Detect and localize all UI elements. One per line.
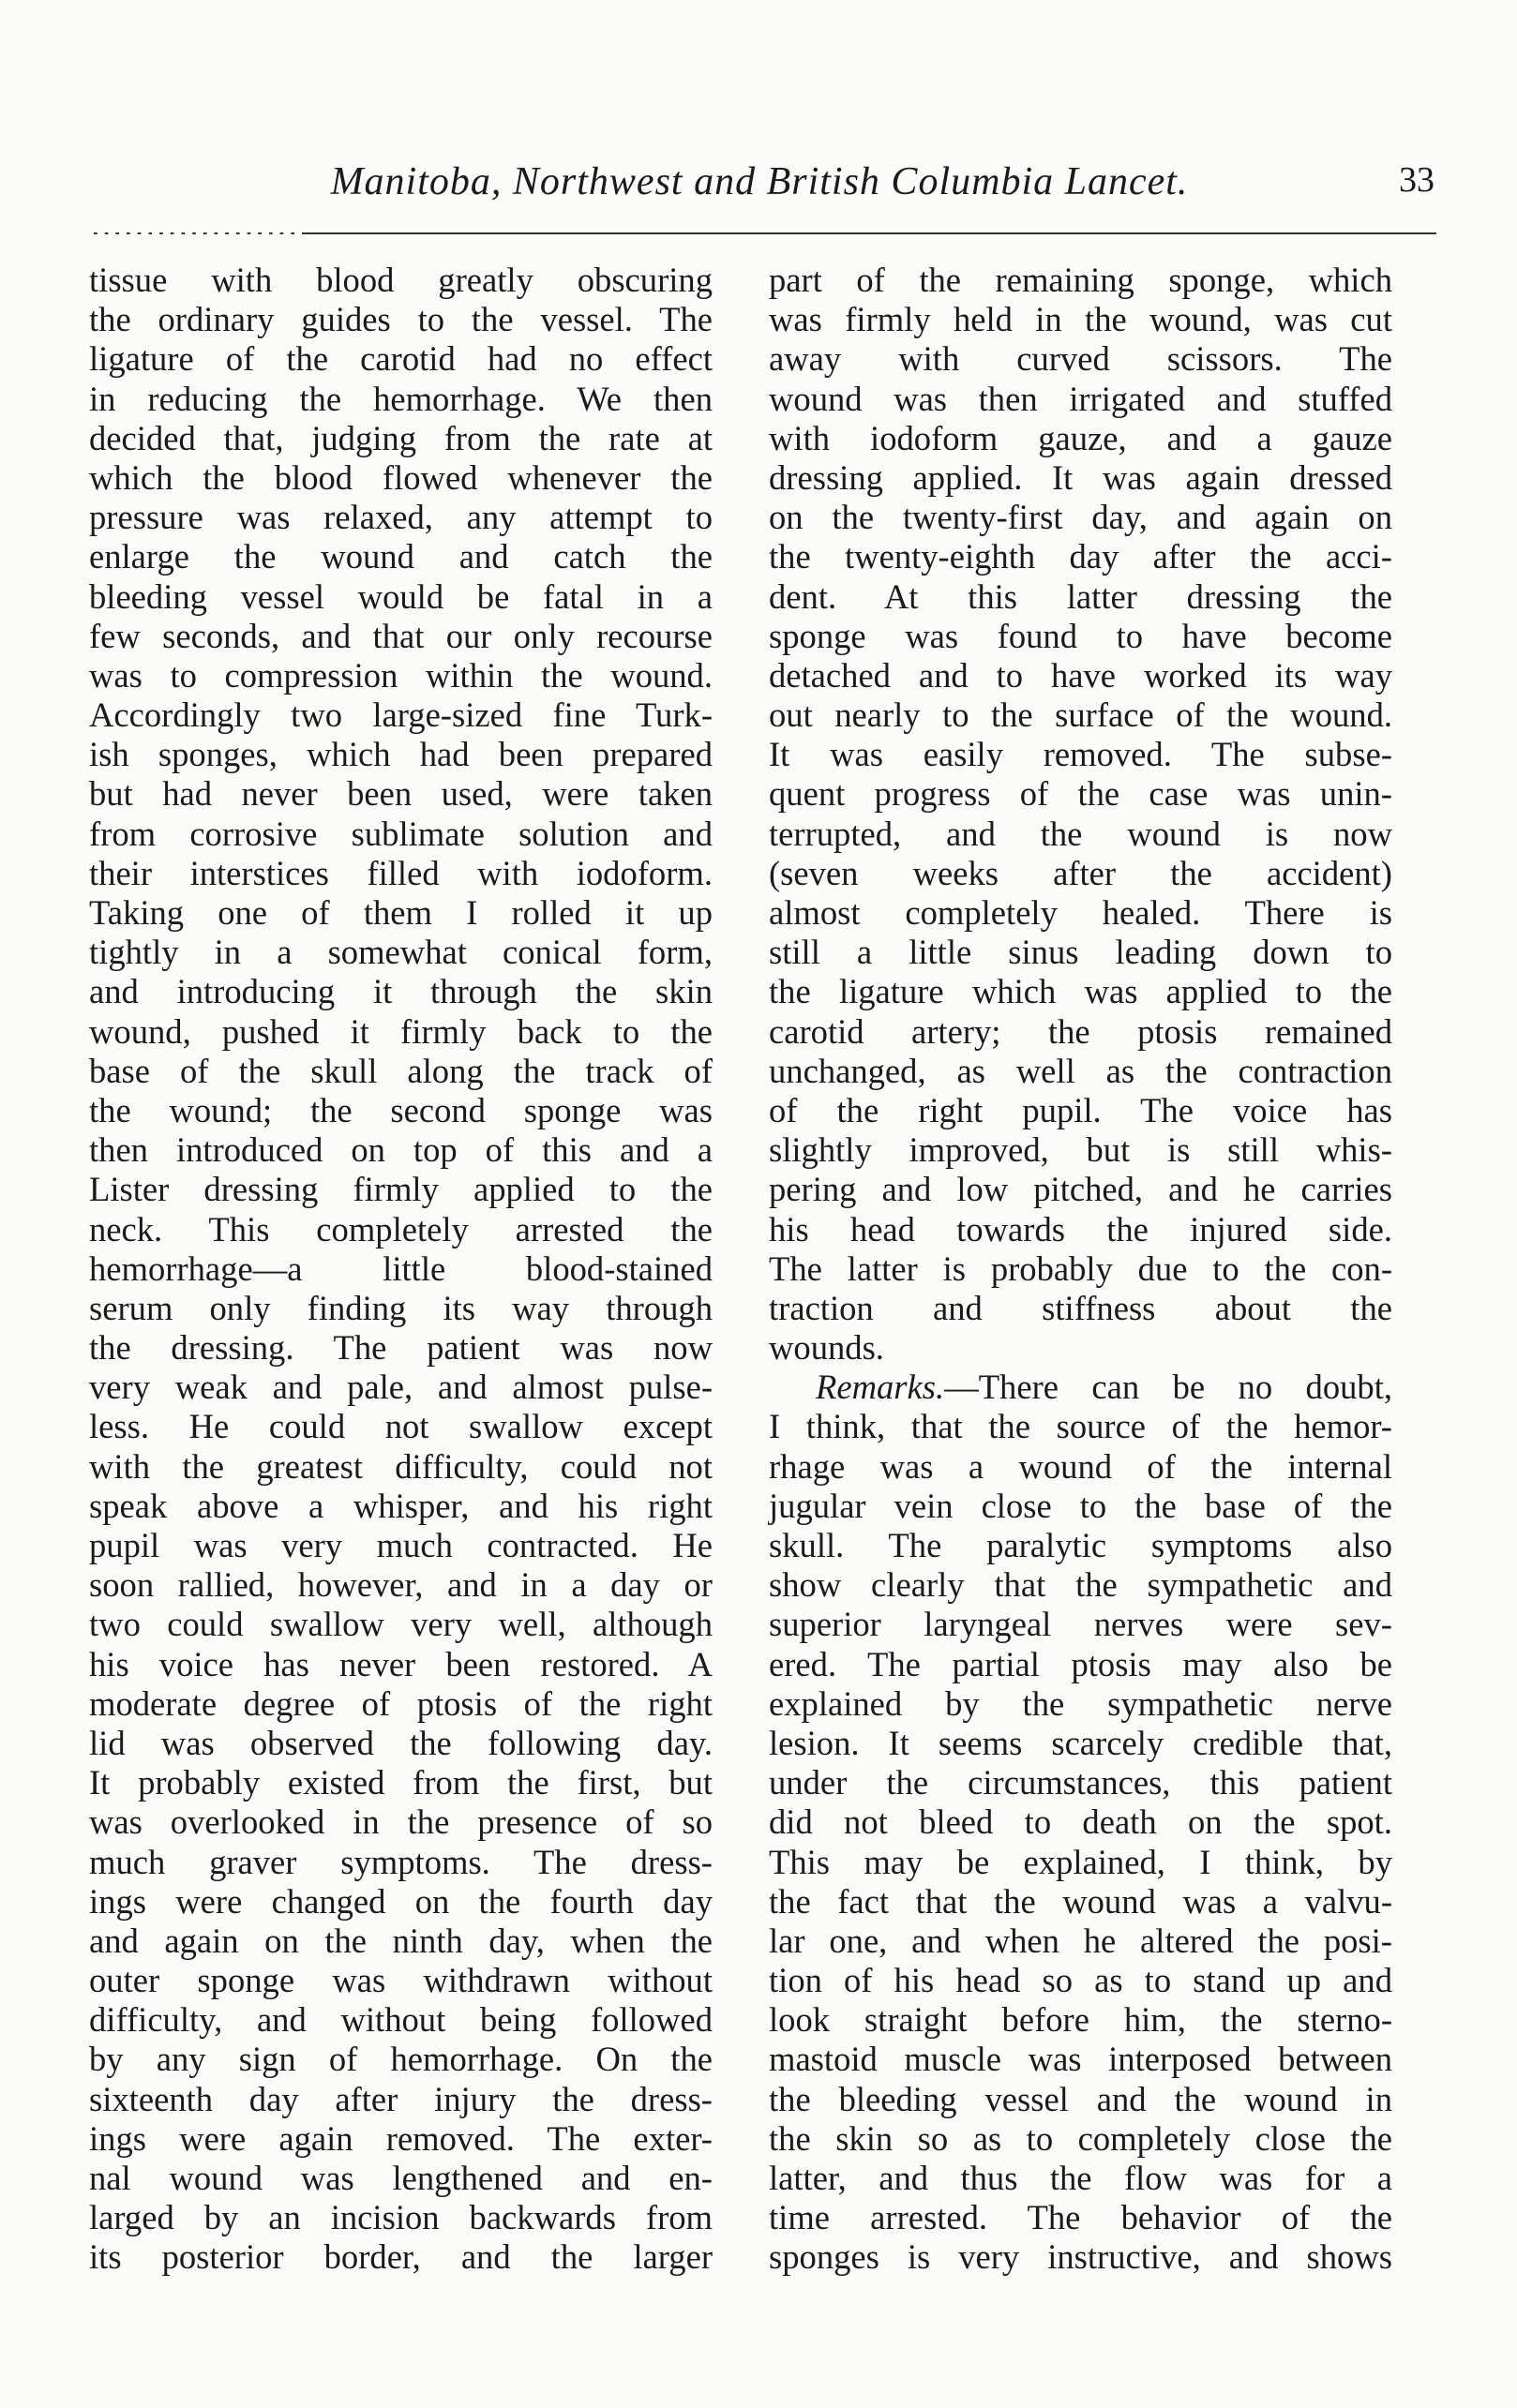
remarks-label: Remarks. xyxy=(816,1368,945,1407)
text-line: ings were changed on the fourth day xyxy=(89,1881,713,1921)
text-line: less. He could not swallow except xyxy=(89,1407,713,1446)
text-line: latter, and thus the flow was for a xyxy=(769,2159,1392,2197)
text-line: lar one, and when he altered the posi- xyxy=(769,1921,1392,1960)
header-rule-dash xyxy=(86,231,302,234)
text-line: nal wound was lengthened and en- xyxy=(89,2159,713,2197)
text-line: dressing applied. It was again dressed xyxy=(769,457,1392,497)
text-line: explained by the sympathetic nerve xyxy=(769,1683,1392,1723)
text-line: almost completely healed. There is xyxy=(769,893,1392,932)
text-line: much graver symptoms. The dress- xyxy=(89,1842,713,1881)
text-line: decided that, judging from the rate at xyxy=(89,418,713,457)
text-line: the bleeding vessel and the wound in xyxy=(769,2079,1392,2118)
text-line: ings were again removed. The exter- xyxy=(89,2118,713,2158)
remarks-first-line xyxy=(769,1368,1392,1407)
text-line: under the circumstances, this patient xyxy=(769,1763,1392,1802)
text-line: serum only finding its way through xyxy=(89,1288,713,1327)
text-line: ligature of the carotid had no effect xyxy=(89,339,713,379)
text-line: his voice has never been restored. A xyxy=(89,1644,713,1683)
text-line: the fact that the wound was a valvu- xyxy=(769,1881,1392,1921)
text-line: dent. At this latter dressing the xyxy=(769,576,1392,616)
text-line: few seconds, and that our only recourse xyxy=(89,616,713,655)
text-line: detached and to have worked its way xyxy=(769,655,1392,695)
text-line: the dressing. The patient was now xyxy=(89,1328,713,1368)
text-line: It was easily removed. The subse- xyxy=(769,735,1392,774)
text-line: but had never been used, were taken xyxy=(89,774,713,814)
text-line: his head towards the injured side. xyxy=(769,1209,1392,1249)
text-line: tion of his head so as to stand up and xyxy=(769,1961,1392,2000)
right-column xyxy=(769,261,1392,2278)
text-line: the twenty-eighth day after the acci- xyxy=(769,537,1392,576)
text-line: and introducing it through the skin xyxy=(89,972,713,1011)
text-line: enlarge the wound and catch the xyxy=(89,537,713,576)
text-line: Taking one of them I rolled it up xyxy=(89,893,713,932)
text-line: did not bleed to death on the spot. xyxy=(769,1802,1392,1842)
text-line: on the twenty-first day, and again on xyxy=(769,498,1392,537)
text-line: two could swallow very well, although xyxy=(89,1605,713,1644)
text-line: base of the skull along the track of xyxy=(89,1051,713,1090)
text-line: very weak and pale, and almost pulse- xyxy=(89,1368,713,1407)
text-line: This may be explained, I think, by xyxy=(769,1842,1392,1881)
text-line: sponge was found to have become xyxy=(769,616,1392,655)
right-column-remarks-text xyxy=(769,1407,1392,2277)
text-line: difficulty, and without being followed xyxy=(89,2000,713,2040)
text-line: (seven weeks after the accident) xyxy=(769,853,1392,892)
text-line: ered. The partial ptosis may also be xyxy=(769,1644,1392,1683)
text-line: was firmly held in the wound, was cut xyxy=(769,300,1392,339)
running-head xyxy=(84,159,1434,216)
text-line: its posterior border, and the larger xyxy=(89,2237,713,2277)
text-line: pering and low pitched, and he carries xyxy=(769,1170,1392,1209)
text-line: traction and stiffness about the xyxy=(769,1288,1392,1327)
remarks-first-line-text: —There can be no doubt, xyxy=(944,1368,1392,1407)
text-line: Accordingly two large-sized fine Turk- xyxy=(89,695,713,735)
page-number: 33 xyxy=(1399,160,1434,200)
text-line: of the right pupil. The voice has xyxy=(769,1090,1392,1129)
text-line: in reducing the hemorrhage. We then xyxy=(89,379,713,418)
text-line: The latter is probably due to the con- xyxy=(769,1249,1392,1288)
text-line: the ligature which was applied to the xyxy=(769,972,1392,1011)
text-line: rhage was a wound of the internal xyxy=(769,1446,1392,1486)
text-line: with iodoform gauze, and a gauze xyxy=(769,418,1392,457)
text-line: It probably existed from the first, but xyxy=(89,1763,713,1802)
text-line: part of the remaining sponge, which xyxy=(769,261,1392,299)
text-line: then introduced on top of this and a xyxy=(89,1130,713,1170)
text-line: larged by an incision backwards from xyxy=(89,2198,713,2237)
text-line: with the greatest difficulty, could not xyxy=(89,1446,713,1486)
left-column xyxy=(89,261,713,2278)
text-line: wound, pushed it firmly back to the xyxy=(89,1011,713,1051)
text-line: wounds. xyxy=(769,1328,884,1368)
text-line: ish sponges, which had been prepared xyxy=(89,735,713,774)
text-line: pressure was relaxed, any attempt to xyxy=(89,498,713,537)
text-line: outer sponge was withdrawn without xyxy=(89,1961,713,2000)
text-line: terrupted, and the wound is now xyxy=(769,814,1392,853)
text-line: soon rallied, however, and in a day or xyxy=(89,1565,713,1605)
text-line: out nearly to the surface of the wound. xyxy=(769,695,1392,735)
text-line: by any sign of hemorrhage. On the xyxy=(89,2040,713,2079)
text-line: skull. The paralytic symptoms also xyxy=(769,1526,1392,1564)
text-line: and again on the ninth day, when the xyxy=(89,1921,713,1960)
text-line: carotid artery; the ptosis remained xyxy=(769,1011,1392,1051)
text-line: lesion. It seems scarcely credible that, xyxy=(769,1723,1392,1762)
text-line: the ordinary guides to the vessel. The xyxy=(89,300,713,339)
text-line: jugular vein close to the base of the xyxy=(769,1486,1392,1525)
text-line: tissue with blood greatly obscuring xyxy=(89,261,713,299)
text-line: the skin so as to completely close the xyxy=(769,2118,1392,2158)
text-line: tightly in a somewhat conical form, xyxy=(89,933,713,972)
text-line: time arrested. The behavior of the xyxy=(769,2198,1392,2237)
text-line: sponges is very instructive, and shows xyxy=(769,2237,1392,2277)
text-line: from corrosive sublimate solution and xyxy=(89,814,713,853)
text-line: hemorrhage—a little blood-stained xyxy=(89,1249,713,1288)
text-line: moderate degree of ptosis of the right xyxy=(89,1683,713,1723)
text-line: sixteenth day after injury the dress- xyxy=(89,2079,713,2118)
text-line: neck. This completely arrested the xyxy=(89,1209,713,1249)
text-line: still a little sinus leading down to xyxy=(769,933,1392,972)
right-column-case-text xyxy=(769,261,1392,1368)
text-line: mastoid muscle was interposed between xyxy=(769,2040,1392,2079)
text-line: was overlooked in the presence of so xyxy=(89,1802,713,1842)
text-line: away with curved scissors. The xyxy=(769,339,1392,379)
text-line: I think, that the source of the hemor- xyxy=(769,1407,1392,1446)
text-line: pupil was very much contracted. He xyxy=(89,1526,713,1564)
text-line: show clearly that the sympathetic and xyxy=(769,1565,1392,1605)
text-line: lid was observed the following day. xyxy=(89,1723,713,1762)
text-line: which the blood flowed whenever the xyxy=(89,457,713,497)
text-line: superior laryngeal nerves were sev- xyxy=(769,1605,1392,1644)
text-line: quent progress of the case was unin- xyxy=(769,774,1392,814)
text-line: wound was then irrigated and stuffed xyxy=(769,379,1392,418)
text-line: was to compression within the wound. xyxy=(89,655,713,695)
text-line: the wound; the second sponge was xyxy=(89,1090,713,1129)
text-line: slightly improved, but is still whis- xyxy=(769,1130,1392,1170)
text-line: bleeding vessel would be fatal in a xyxy=(89,576,713,616)
text-line: unchanged, as well as the contraction xyxy=(769,1051,1392,1090)
text-line: their interstices filled with iodoform. xyxy=(89,853,713,892)
text-line: look straight before him, the sterno- xyxy=(769,2000,1392,2040)
text-line: speak above a whisper, and his right xyxy=(89,1486,713,1525)
text-line: Lister dressing firmly applied to the xyxy=(89,1170,713,1209)
running-title: Manitoba, Northwest and British Columbia Lancet. xyxy=(330,160,1189,203)
